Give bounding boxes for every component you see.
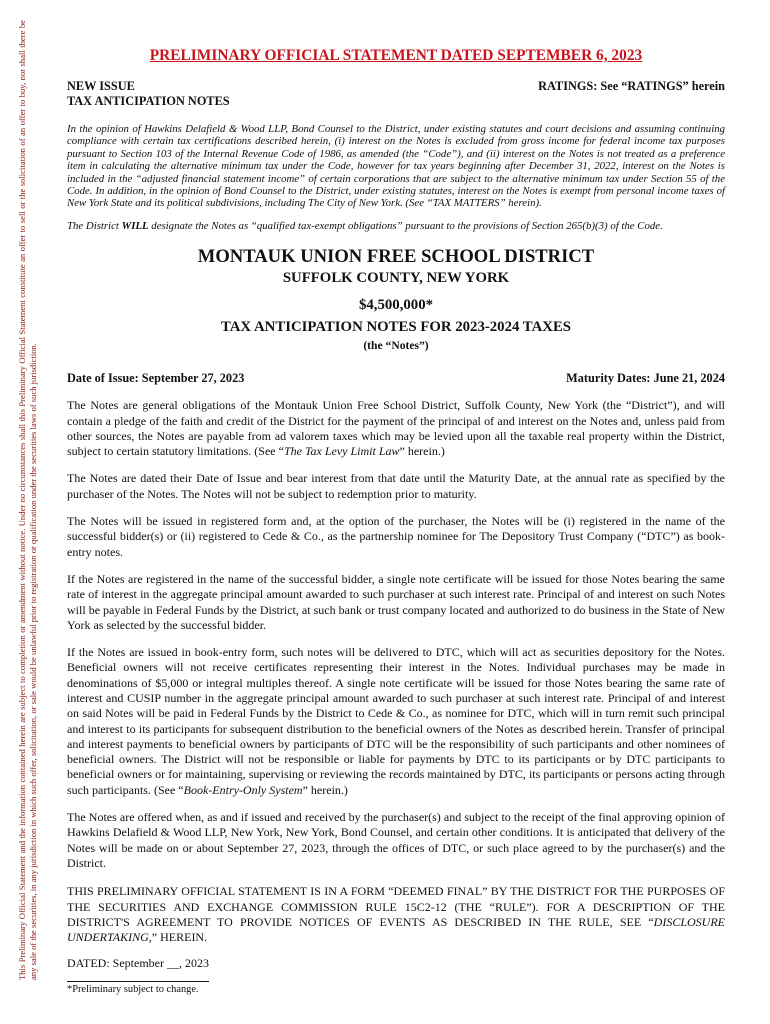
preliminary-footnote: *Preliminary subject to change. [67,984,199,996]
document-page [67,42,725,996]
successful-bidder-paragraph: If the Notes are registered in the name of the successful bidder, a single note certificate will be issued for those Notes bearing the same rate of interest in the aggregate principal amount awarded to such purchaser at such interest rate. Principal of and interest on such Notes will be payable in Federal Funds by the District, at such bank or trust company located and authorized to do business in the State of New York as selected by the successful bidder. [67,571,725,632]
offering-paragraph: The Notes are offered when, as and if issued and received by the purchaser(s) and subject to the receipt of the final approving opinion of Hawkins Delafield & Wood LLP, New York, New York, Bond Counsel, and certain other conditions. It is anticipated that delivery of the Notes will be made on or about September 27, 2023, through the offices of DTC, or such place agreed to by the purchaser(s) and the District. [67,810,725,870]
general-obligation-paragraph [67,398,725,459]
paragraph-text: ” herein.) [302,782,348,797]
registered-form-paragraph: The Notes will be issued in registered form and, at the option of the purchaser, the Notes will be (i) registered in the name of the successful bidder(s) or (ii) registered to Cede & Co., as the partnership nominee for The Depository Trust Company (“DTC”) as book-entry notes. [67,514,725,559]
new-issue-label: NEW ISSUE [67,79,135,93]
notes-title: TAX ANTICIPATION NOTES FOR 2023-2024 TAXES [220,319,572,336]
designation-text-start: The District [67,219,122,232]
district-title-block [67,246,725,353]
dates-row [67,371,725,386]
district-name: MONTAUK UNION FREE SCHOOL DISTRICT [197,246,595,268]
disclaimer-text: THIS PRELIMINARY OFFICIAL STATEMENT IS IN A FORM “DEEMED FINAL” BY THE DISTRICT FOR THE PURPOSES OF THE SECURITIES AND EXCHANGE COMMISSION RULE 15C2-12 (THE “RULE”). FOR A DESCRIPTION OF THE DISTRICT'S AGREEMENT TO PROVIDE NOTICES OF EVENTS AS DESCRIBED IN THE RULE, SEE “ [67,884,725,929]
issue-header-row [67,79,725,109]
designation-text-end: designate the Notes as “qualified tax-exempt obligations” pursuant to the provisions of Section 265(b)(3) of the Code. [148,219,663,232]
dated-line: DATED: September __, 2023 [67,956,209,971]
qualified-tax-exempt-designation [67,220,725,232]
note-type-label: TAX ANTICIPATION NOTES [67,94,230,108]
issue-type-block [67,79,230,109]
paragraph-text: ” herein.) [399,444,445,459]
disclaimer-text: ,” HEREIN. [148,930,208,945]
bond-counsel-opinion: In the opinion of Hawkins Delafield & Wood LLP, Bond Counsel to the District, under existing statutes and court decisions and assuming continuing compliance with certain tax certifications described herein, (i) interest on the Notes is excluded from gross income for federal income tax purposes pursuant to Section 103 of the Internal Revenue Code of 1986, as amended (the “Code”), and (ii) interest on the Notes is not treated as a preference item in calculating the alternative minimum tax under the Code, however for tax years beginning after December 31, 2022, interest on the Notes is included in the “adjusted financial statement income” of certain corporations that are subject to the alternative minimum tax under Section 55 of the Code. In addition, in the opinion of Bond Counsel to the District, under existing statutes, interest on the Notes is exempt from personal income taxes of New York State and its political subdivisions, including The City of New York. (See “TAX MATTERS” herein). [67,123,725,210]
deemed-final-disclaimer [67,884,725,945]
ratings-label: RATINGS: See “RATINGS” herein [538,79,725,93]
footnote-divider [67,981,209,982]
notes-abbreviation: (the “Notes”) [363,339,429,353]
designation-emphasis: WILL [121,219,149,232]
dated-interest-paragraph: The Notes are dated their Date of Issue and bear interest from that date until the Maturity Date, at the annual rate as specified by the purchaser of the Notes. The Notes will not be subject to redemption prior to maturity. [67,471,725,501]
district-county: SUFFOLK COUNTY, NEW YORK [282,270,510,287]
tax-levy-limit-law-reference: The Tax Levy Limit Law [283,444,400,459]
paragraph-text: If the Notes are issued in book-entry form, such notes will be delivered to DTC, which will act as securities depository for the Notes. Beneficial owners will not receive certificates representing their interest in the Notes. Individual purchases may be made in denominations of $5,000 or integral multiples thereof. A single note certificate will be issued for those Notes bearing the same rate of interest and CUSIP number in the aggregate principal amount awarded to such purchaser at such interest rate. Principal of and interest on said Notes will be paid in Federal Funds by the District to Cede & Co., as nominee for DTC, which will in turn remit such principal and interest to its participants for subsequent distribution to the beneficial owners of the Notes as described herein. Transfer of principal and interest payments to beneficial owners by participants of DTC will be the responsibility of such participants and other nominees of beneficial owners. The District will not be responsible or liable for payments by DTC to its participants or by DTC participants to beneficial owners or for maintaining, supervising or reviewing the records maintained by DTC, its participants or persons acting through such participants. (See “ [67,645,725,797]
preliminary-disclaimer-sidebar: This Preliminary Official Statement and the information contained herein are subject to completion or amendment without notice. Under no circumstances shall this Preliminary Official Statement constitute an offer to sell or the solicitation of an offer to buy, nor shall there be any sale of the securities, in any jurisdiction in which such offer, solicitation, or sale would be unlawful prior to registration or qualification under the securities laws of such jurisdiction. [17,20,39,980]
date-of-issue: Date of Issue: September 27, 2023 [67,371,245,386]
disclosure-undertaking-reference: DISCLOSURE UNDERTAKING [67,914,725,945]
paragraph-text: The Notes are general obligations of the Montauk Union Free School District, Suffolk County, New York (the “District”), and will contain a pledge of the faith and credit of the District for the payment of the principal of and interest on the Notes and, unless paid from other sources, the Notes are payable from ad valorem taxes which may be levied upon all the taxable real property within the District, subject to certain statutory limitations. (See “ [67,398,725,459]
maturity-date: Maturity Dates: June 21, 2024 [566,371,725,386]
principal-amount: $4,500,000* [359,297,433,314]
book-entry-paragraph [67,645,725,798]
preliminary-title: PRELIMINARY OFFICIAL STATEMENT DATED SEPTEMBER 6, 2023 [149,47,643,64]
book-entry-only-system-reference: Book-Entry-Only System [183,782,303,797]
